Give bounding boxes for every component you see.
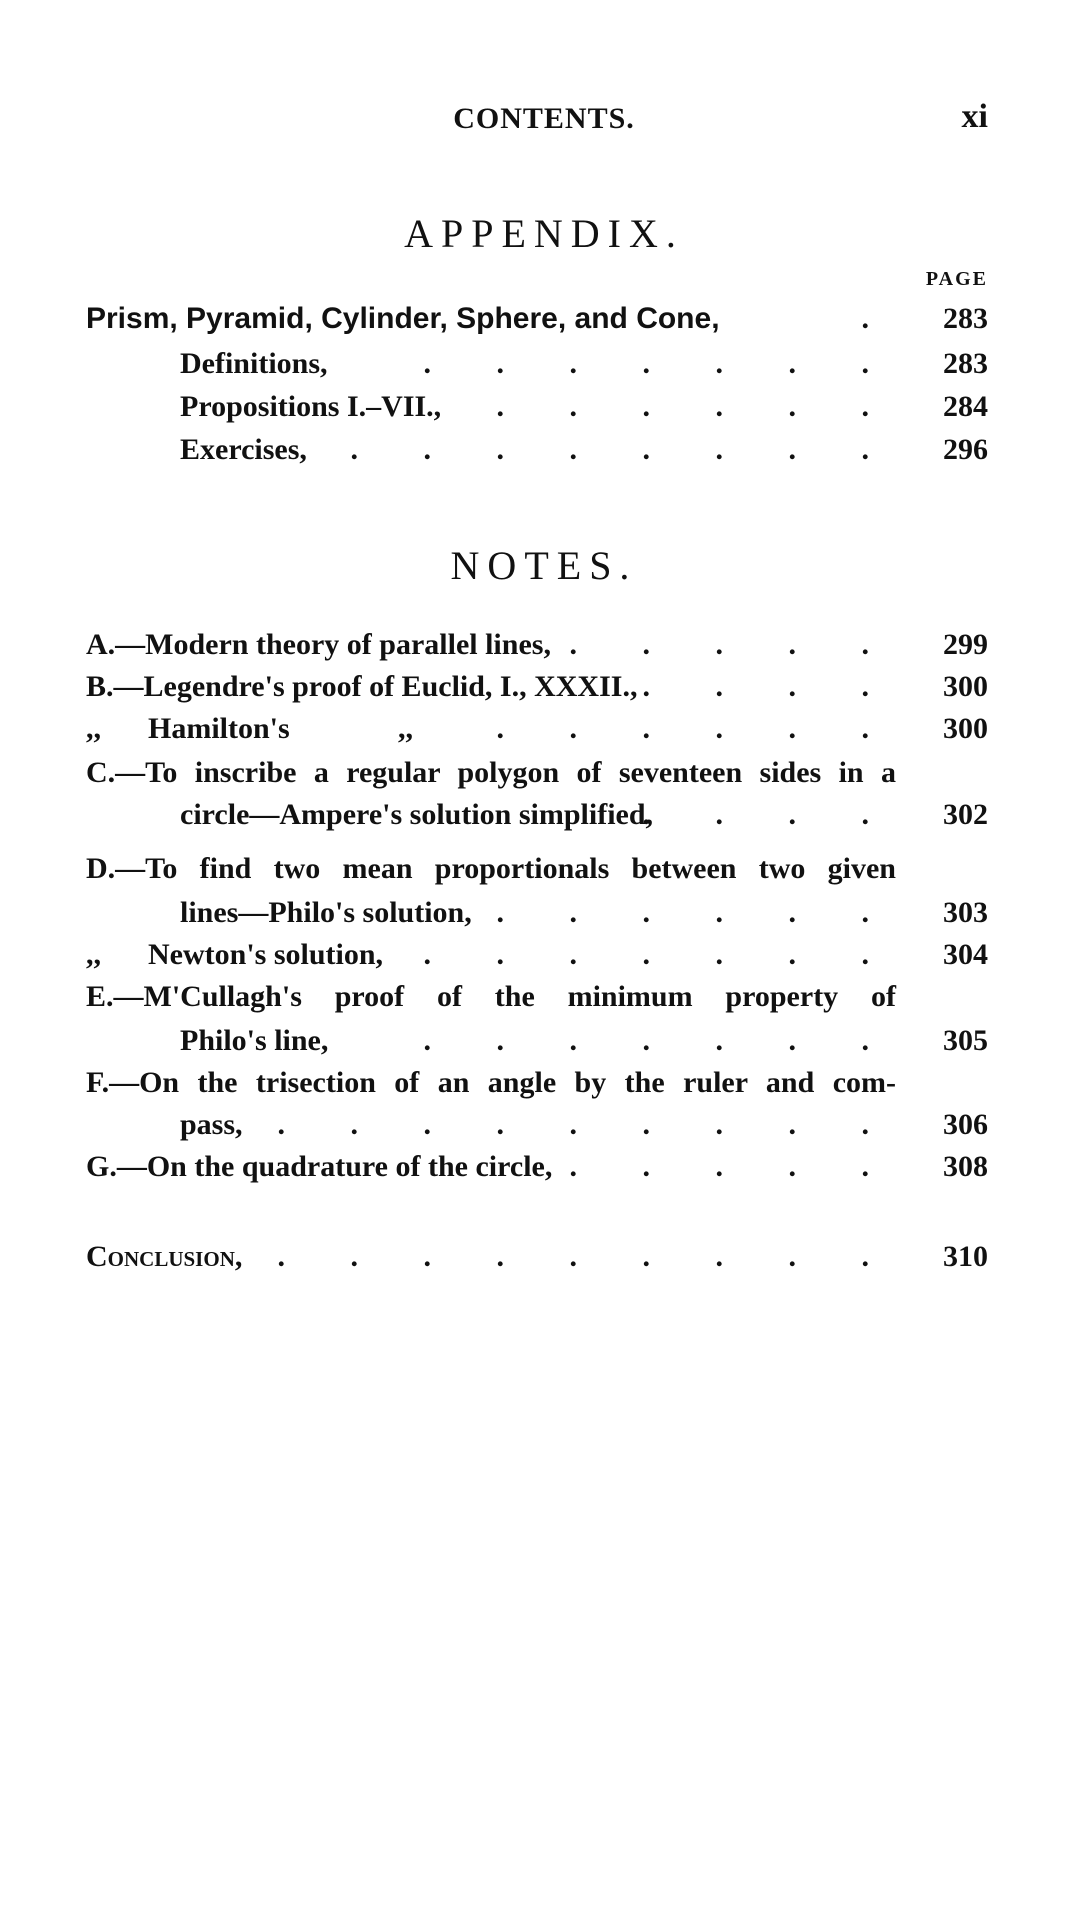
toc-entry-definitions <box>0 347 1088 387</box>
ditto-mark: ,, <box>86 938 101 971</box>
toc-page-number: 302 <box>943 798 988 831</box>
toc-entry-note-a <box>0 628 1088 668</box>
leader-dots: . . . . . . . . <box>350 433 898 466</box>
toc-entry-text: Exercises, <box>180 433 307 466</box>
toc-page-number: 306 <box>943 1108 988 1141</box>
toc-entry-text: D.—To find two mean proportionals between two given <box>86 852 896 885</box>
toc-page-number: 300 <box>943 670 988 703</box>
toc-entry-text: Philo's line, <box>180 1024 329 1057</box>
leader-dots: . . . . . . . . . <box>277 1240 898 1273</box>
running-head: CONTENTS. <box>453 102 635 135</box>
toc-entry-note-g <box>0 1150 1088 1190</box>
toc-page-number: 310 <box>943 1240 988 1273</box>
toc-page-number: 300 <box>943 712 988 745</box>
toc-entry-text: lines—Philo's solution, <box>180 896 472 929</box>
toc-page-number: 303 <box>943 896 988 929</box>
toc-entry-note-e-continued <box>0 1024 1088 1064</box>
toc-page-number: 283 <box>943 302 988 335</box>
leader-dots: . . . . <box>642 798 898 831</box>
toc-entry-text: Propositions I.–VII., <box>180 390 442 423</box>
toc-page-number: 304 <box>943 938 988 971</box>
toc-entry-text: Newton's solution, <box>148 938 384 971</box>
toc-entry-text: Definitions, <box>180 347 328 380</box>
leader-dots: . . . . . <box>569 628 898 661</box>
appendix-heading: APPENDIX. <box>404 211 684 256</box>
toc-entry-text: B.—Legendre's proof of Euclid, I., XXXII., <box>86 670 638 703</box>
toc-page-number: 283 <box>943 347 988 380</box>
toc-entry-note-d <box>0 852 1088 892</box>
leader-dots: . . . . . . <box>496 712 898 745</box>
toc-entry-note-b <box>0 670 1088 710</box>
leader-dots: . . . . . . <box>496 390 898 423</box>
toc-entry-note-c-continued <box>0 798 1088 838</box>
ditto-mark: ,, <box>86 712 101 745</box>
toc-page-number: 296 <box>943 433 988 466</box>
leader-dots: . . . . . <box>569 1150 898 1183</box>
toc-entry-text: G.—On the quadrature of the circle, <box>86 1150 553 1183</box>
toc-entry-note-b-hamilton <box>0 712 1088 752</box>
toc-entry-text: A.—Modern theory of parallel lines, <box>86 628 551 661</box>
toc-entry-note-d-newton <box>0 938 1088 978</box>
page-number: xi <box>961 98 988 135</box>
toc-entry-text: Prism, Pyramid, Cylinder, Sphere, and Cone, <box>86 302 720 335</box>
toc-entry-note-e <box>0 980 1088 1020</box>
toc-entry-text: F.—On the trisection of an angle by the ruler and com- <box>86 1066 896 1099</box>
leader-dots: . . . . . . . <box>423 1024 898 1057</box>
toc-entry-note-d-continued <box>0 896 1088 936</box>
toc-entry-text: E.—M'Cullagh's proof of the minimum property of <box>86 980 896 1013</box>
toc-entry-text: Conclusion, <box>86 1240 243 1273</box>
toc-page-number: 284 <box>943 390 988 423</box>
ditto-mark: ,, <box>398 712 413 745</box>
leader-dots: . . . . . . <box>496 896 898 929</box>
toc-entry-appendix-main <box>0 302 1088 342</box>
toc-entry-text: C.—To inscribe a regular polygon of seventeen sides in a <box>86 756 896 789</box>
leader-dots: . . . . . . . <box>423 938 898 971</box>
toc-entry-conclusion <box>0 1240 1088 1280</box>
leader-dots: . . . . . . . <box>423 347 898 380</box>
toc-entry-text: Hamilton's <box>148 712 290 745</box>
toc-entry-note-c <box>0 756 1088 796</box>
toc-page-number: 308 <box>943 1150 988 1183</box>
leader-dots: . . . . . . . . . <box>277 1108 898 1141</box>
notes-heading: NOTES. <box>450 543 638 588</box>
toc-entry-note-f <box>0 1066 1088 1106</box>
toc-entry-exercises <box>0 433 1088 473</box>
toc-entry-text: pass, <box>180 1108 243 1141</box>
leader-dots: . . . . <box>642 670 898 703</box>
toc-page-number: 305 <box>943 1024 988 1057</box>
page-column-label: PAGE <box>925 268 988 290</box>
toc-entry-text: circle—Ampere's solution simplified, <box>180 798 654 831</box>
toc-entry-propositions <box>0 390 1088 430</box>
toc-entry-note-f-continued <box>0 1108 1088 1148</box>
leader-dots: . <box>861 302 898 335</box>
toc-page-number: 299 <box>943 628 988 661</box>
